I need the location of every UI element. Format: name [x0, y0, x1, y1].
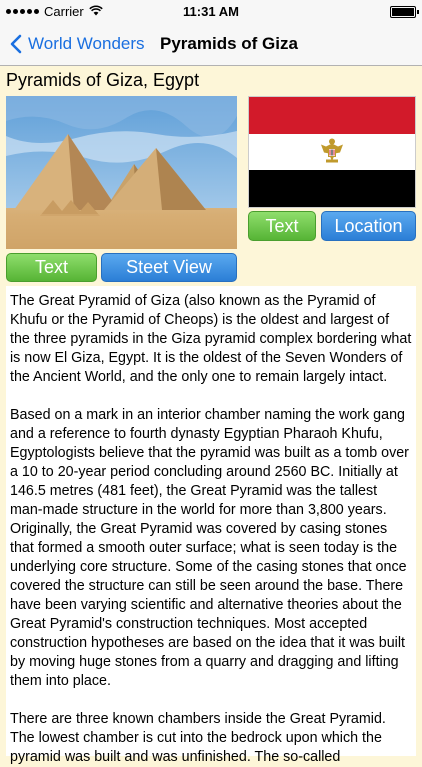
pyramids-photo [6, 96, 237, 249]
location-button[interactable]: Location [321, 211, 416, 241]
street-view-button[interactable]: Steet View [101, 253, 237, 282]
back-button[interactable] [10, 22, 145, 66]
article-paragraph: Based on a mark in an interior chamber naming the work gang and a reference to fourth dynasty Egyptian Pharaoh Khufu, Egyptologists believe that the pyramid was built as a tomb over a 10 to 20-year period concluding around 2560 BC. Initially at 146.5 metres (481 feet), the Great Pyramid was the tallest man-made structure in the world for more than 3,800 years. Originally, the Great Pyramid was covered by casing stones that formed a smooth outer surface; what is seen today is the underlying core structure. Some of the casing stones that once covered the structure can still be seen around the base. There have been varying scientific and alternative theories about the Great Pyramid's construction techniques. Most accepted construction hypotheses are based on the idea that it was built by moving huge stones from a quarry and dragging and lifting them into place. [10, 407, 409, 689]
article-text[interactable] [6, 286, 416, 765]
text-button-top[interactable]: Text [248, 211, 316, 241]
battery-icon [390, 6, 416, 18]
navigation-bar [0, 22, 422, 66]
flag-red-stripe [249, 97, 415, 134]
article-paragraph: There are three known chambers inside the Great Pyramid. The lowest chamber is cut into the bedrock upon which the pyramid was built and was unfinished. The so-called [10, 711, 386, 765]
egypt-flag [248, 96, 416, 208]
status-time: 11:31 AM [183, 4, 239, 19]
carrier-label: Carrier [44, 4, 84, 19]
back-button-label: World Wonders [28, 34, 145, 53]
page-title: Pyramids of Giza [160, 34, 298, 53]
chevron-left-icon [10, 34, 22, 54]
status-bar [0, 0, 422, 22]
article-paragraph: The Great Pyramid of Giza (also known as the Pyramid of Khufu or the Pyramid of Cheops) is the oldest and largest of the three pyramids in the Giza pyramid complex bordering what is now El Giza, Egypt. It is the oldest of the Seven Wonders of the Ancient World, and the only one to remain largely intact. [10, 293, 412, 385]
location-subtitle: Pyramids of Giza, Egypt [6, 70, 200, 90]
eagle-of-saladin-icon [317, 135, 347, 170]
flag-black-stripe [249, 170, 415, 207]
text-button-bottom[interactable]: Text [6, 253, 97, 282]
